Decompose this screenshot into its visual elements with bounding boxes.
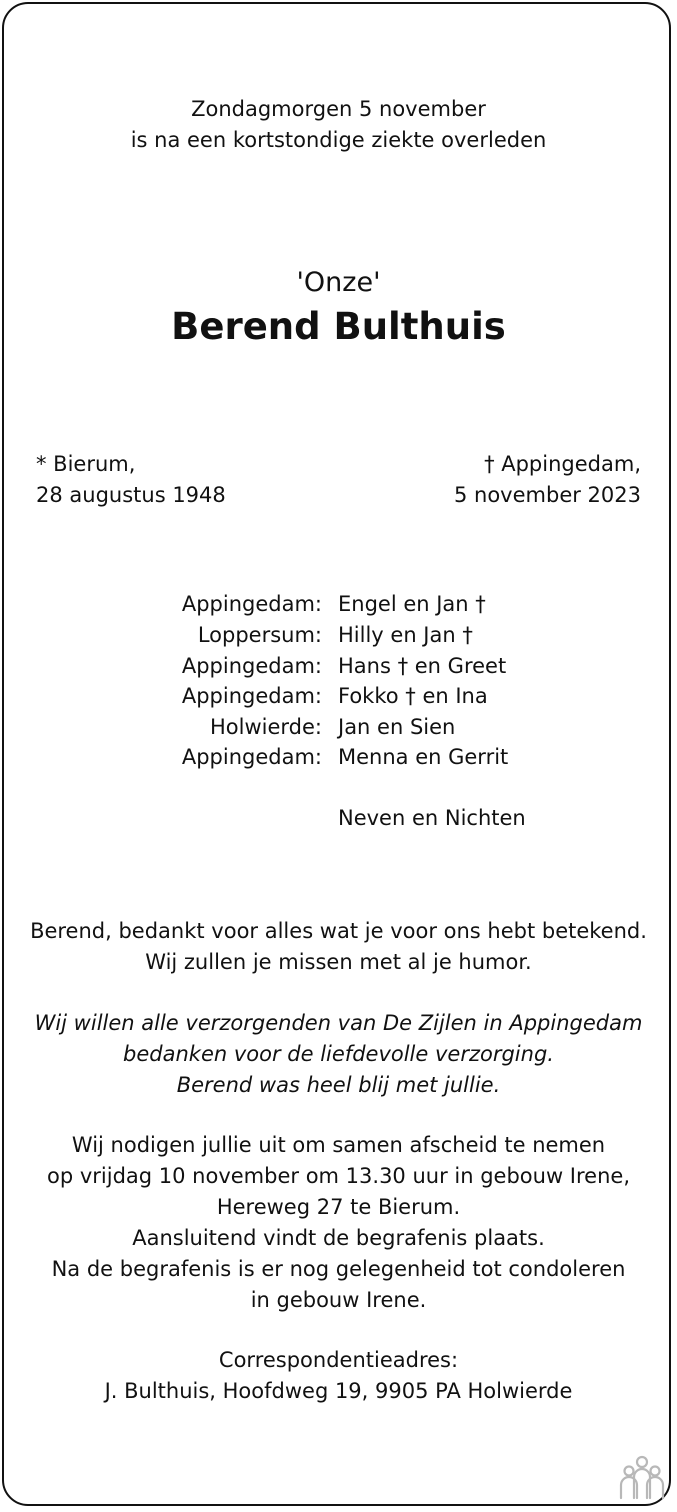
family-names: Engel en Jan † — [338, 592, 486, 616]
invite-line: op vrijdag 10 november om 13.30 uur in gebouw Irene, — [46, 1164, 630, 1188]
family-row — [0, 712, 677, 743]
invite-line: in gebouw Irene. — [250, 1288, 427, 1312]
family-names: Menna en Gerrit — [338, 745, 509, 769]
family-row — [0, 742, 677, 773]
family-extra-row — [0, 803, 677, 834]
invitation-text — [0, 1130, 677, 1316]
invite-line: Hereweg 27 te Bierum. — [216, 1195, 461, 1219]
epithet: 'Onze' — [296, 267, 381, 298]
family-place: Appingedam: — [181, 684, 322, 708]
family-names: Fokko † en Ina — [338, 684, 488, 708]
care-line: Wij willen alle verzorgenden van De Zijlen in Appingedam — [34, 1011, 643, 1035]
invite-line: Wij nodigen jullie uit om samen afscheid te nemen — [71, 1133, 606, 1157]
care-line: Berend was heel blij met jullie. — [176, 1073, 501, 1097]
correspondence-address: J. Bulthuis, Hoofdweg 19, 9905 PA Holwierde — [104, 1379, 573, 1403]
birth-info — [36, 449, 226, 511]
family-row — [0, 651, 677, 682]
birth-date: 28 augustus 1948 — [36, 483, 226, 507]
birth-place: * Bierum, — [36, 452, 136, 476]
family-row — [0, 620, 677, 651]
invite-line: Na de begrafenis is er nog gelegenheid tot condoleren — [51, 1257, 626, 1281]
care-thanks-text — [0, 1008, 677, 1101]
family-row — [0, 589, 677, 620]
invite-line: Aansluitend vindt de begrafenis plaats. — [132, 1226, 545, 1250]
death-place: † Appingedam, — [484, 452, 641, 476]
thanks-line: Berend, bedankt voor alles wat je voor ons hebt betekend. — [30, 919, 647, 943]
intro-line: is na een kortstondige ziekte overleden — [130, 128, 547, 152]
family-place: Appingedam: — [181, 654, 322, 678]
family-place: Loppersum: — [197, 623, 322, 647]
correspondence-block — [0, 1345, 677, 1407]
thanks-text — [0, 916, 677, 978]
family-place: Appingedam: — [181, 745, 322, 769]
family-place: Appingedam: — [181, 592, 322, 616]
deceased-name: Berend Bulthuis — [171, 305, 506, 348]
correspondence-label: Correspondentieadres: — [218, 1348, 459, 1372]
care-line: bedanken voor de liefdevolle verzorging. — [123, 1042, 554, 1066]
people-group-icon — [617, 1454, 667, 1500]
intro-text — [0, 94, 677, 156]
family-row — [0, 681, 677, 712]
thanks-line: Wij zullen je missen met al je humor. — [145, 950, 532, 974]
family-names: Hilly en Jan † — [338, 623, 473, 647]
family-names: Hans † en Greet — [338, 654, 507, 678]
intro-line: Zondagmorgen 5 november — [191, 97, 486, 121]
family-names: Jan en Sien — [338, 715, 456, 739]
death-date: 5 november 2023 — [453, 483, 641, 507]
death-info — [454, 449, 641, 511]
family-place: Holwierde: — [210, 715, 322, 739]
family-extra: Neven en Nichten — [338, 806, 526, 830]
